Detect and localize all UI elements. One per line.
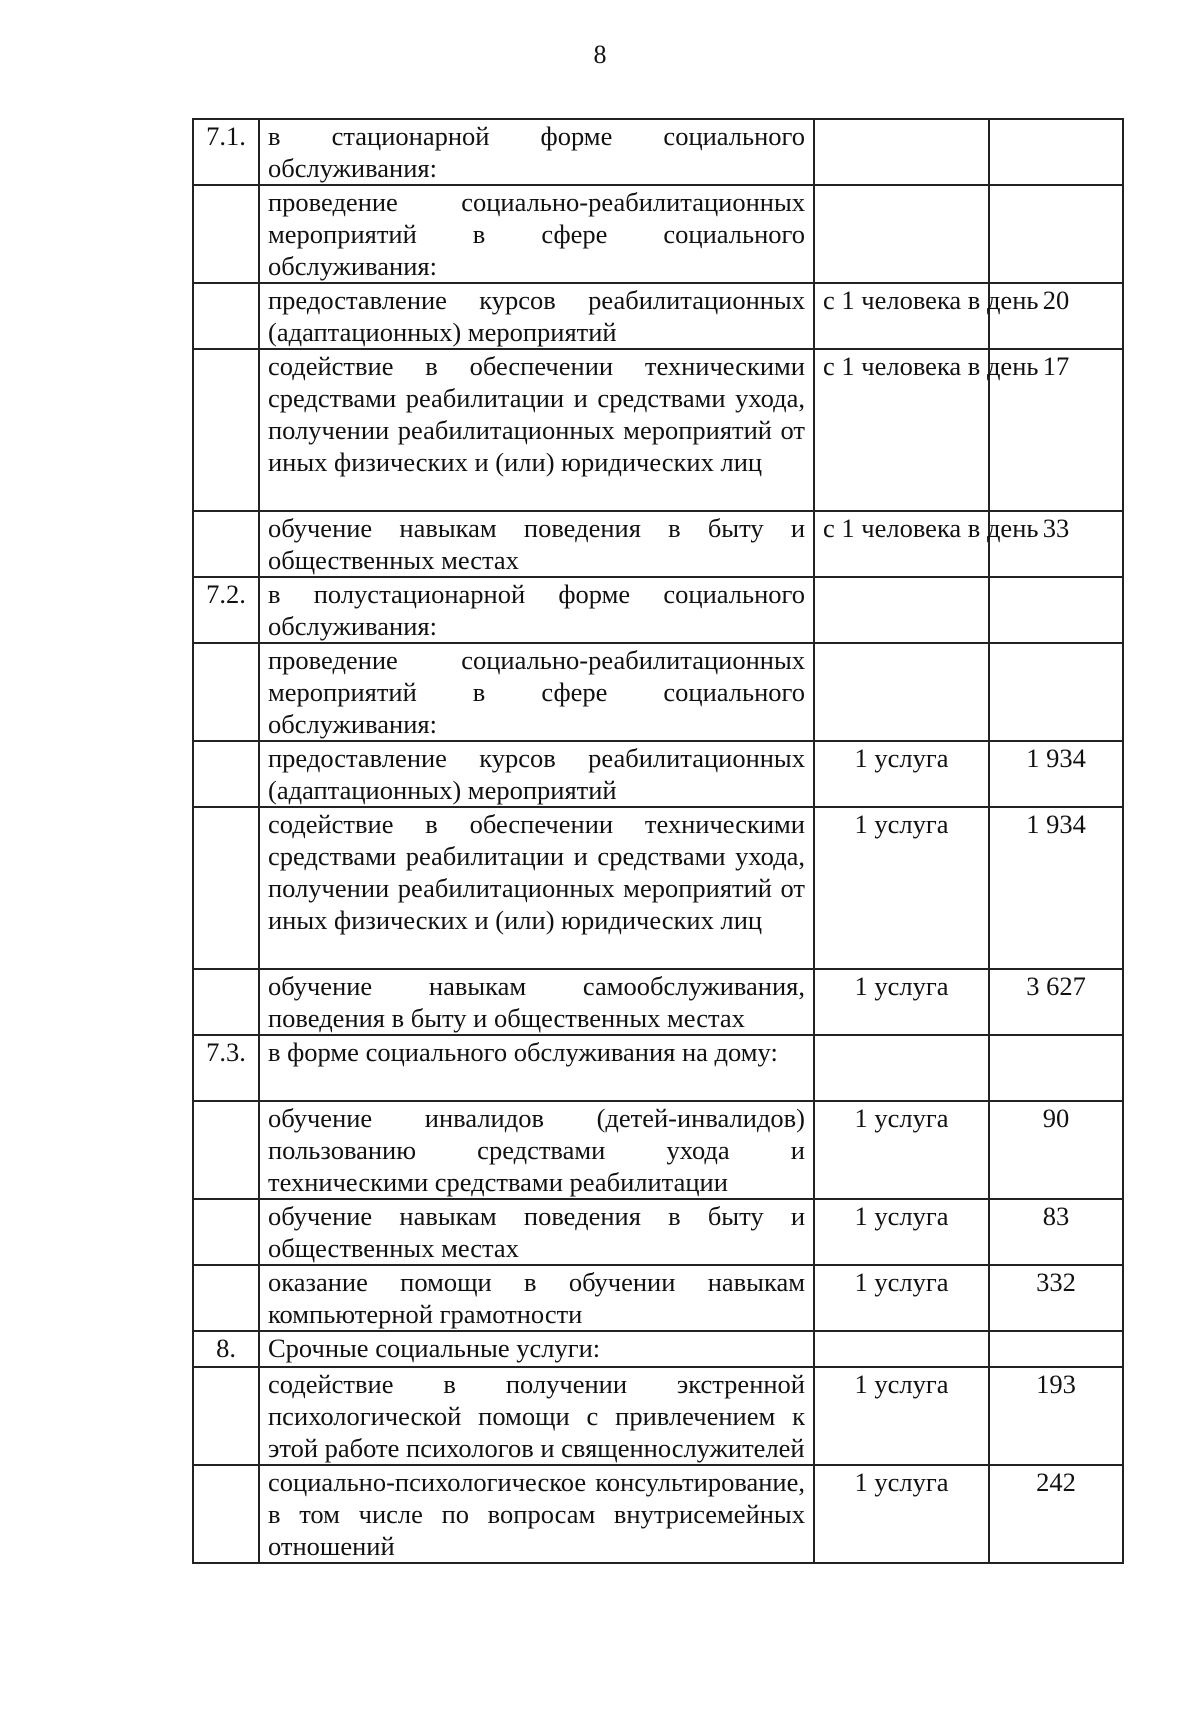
row-number-cell xyxy=(193,807,259,969)
value-cell: 33 xyxy=(989,511,1123,577)
value-cell: 3 627 xyxy=(989,969,1123,1035)
unit-cell xyxy=(814,1331,989,1367)
table-row xyxy=(193,807,1123,969)
table-row xyxy=(193,1035,1123,1101)
table-row xyxy=(193,119,1123,185)
table-row xyxy=(193,1265,1123,1331)
table-row xyxy=(193,741,1123,807)
row-number-cell xyxy=(193,283,259,349)
service-description-cell: социально-психологическое консультирование, в том числе по вопросам внутрисемейных отношений xyxy=(259,1465,814,1563)
row-number-cell: 7.2. xyxy=(193,577,259,643)
value-cell xyxy=(989,1035,1123,1101)
row-number-cell xyxy=(193,1265,259,1331)
unit-cell xyxy=(814,643,989,741)
table-row xyxy=(193,1465,1123,1563)
value-cell: 332 xyxy=(989,1265,1123,1331)
table-row xyxy=(193,1199,1123,1265)
table-row xyxy=(193,577,1123,643)
service-description-cell: Срочные социальные услуги: xyxy=(259,1331,814,1367)
service-description-cell: в полустационарной форме социального обслуживания: xyxy=(259,577,814,643)
table-row xyxy=(193,1367,1123,1465)
value-cell xyxy=(989,577,1123,643)
service-description-cell: обучение навыкам поведения в быту и общественных местах xyxy=(259,511,814,577)
row-number-cell xyxy=(193,1199,259,1265)
value-cell: 17 xyxy=(989,349,1123,511)
unit-cell: 1 услуга xyxy=(814,1465,989,1563)
row-number-cell: 8. xyxy=(193,1331,259,1367)
unit-cell xyxy=(814,119,989,185)
value-cell: 1 934 xyxy=(989,807,1123,969)
row-number-cell xyxy=(193,511,259,577)
services-table-body xyxy=(193,119,1123,1563)
value-cell xyxy=(989,119,1123,185)
unit-cell xyxy=(814,577,989,643)
row-number-cell: 7.1. xyxy=(193,119,259,185)
service-description-cell: проведение социально-реабилитационных мероприятий в сфере социального обслуживания: xyxy=(259,643,814,741)
service-description-cell: предоставление курсов реабилитационных (адаптационных) мероприятий xyxy=(259,741,814,807)
value-cell: 242 xyxy=(989,1465,1123,1563)
row-number-cell xyxy=(193,969,259,1035)
unit-cell: 1 услуга xyxy=(814,741,989,807)
table-row xyxy=(193,1331,1123,1367)
value-cell xyxy=(989,185,1123,283)
table-row xyxy=(193,283,1123,349)
services-table xyxy=(192,118,1124,1564)
value-cell: 1 934 xyxy=(989,741,1123,807)
value-cell: 90 xyxy=(989,1101,1123,1199)
service-description-cell: обучение навыкам самообслуживания, поведения в быту и общественных местах xyxy=(259,969,814,1035)
unit-cell: с 1 человека в день xyxy=(814,349,989,511)
service-description-cell: в форме социального обслуживания на дому: xyxy=(259,1035,814,1101)
value-cell: 193 xyxy=(989,1367,1123,1465)
value-cell xyxy=(989,643,1123,741)
service-description-cell: обучение навыкам поведения в быту и общественных местах xyxy=(259,1199,814,1265)
service-description-cell: оказание помощи в обучении навыкам компьютерной грамотности xyxy=(259,1265,814,1331)
unit-cell: 1 услуга xyxy=(814,969,989,1035)
table-row xyxy=(193,1101,1123,1199)
row-number-cell xyxy=(193,741,259,807)
row-number-cell: 7.3. xyxy=(193,1035,259,1101)
service-description-cell: содействие в обеспечении техническими средствами реабилитации и средствами ухода, получении реабилитационных мероприятий от иных физических и (или) юридических лиц xyxy=(259,807,814,969)
value-cell xyxy=(989,1331,1123,1367)
service-description-cell: обучение инвалидов (детей-инвалидов) пользованию средствами ухода и техническими средствами реабилитации xyxy=(259,1101,814,1199)
page-number: 8 xyxy=(593,40,607,69)
unit-cell xyxy=(814,1035,989,1101)
unit-cell xyxy=(814,185,989,283)
row-number-cell xyxy=(193,643,259,741)
row-number-cell xyxy=(193,349,259,511)
row-number-cell xyxy=(193,1367,259,1465)
unit-cell: 1 услуга xyxy=(814,1101,989,1199)
service-description-cell: проведение социально-реабилитационных мероприятий в сфере социального обслуживания: xyxy=(259,185,814,283)
table-row xyxy=(193,185,1123,283)
table-row xyxy=(193,349,1123,511)
table-row xyxy=(193,643,1123,741)
row-number-cell xyxy=(193,185,259,283)
service-description-cell: в стационарной форме социального обслуживания: xyxy=(259,119,814,185)
value-cell: 83 xyxy=(989,1199,1123,1265)
unit-cell: 1 услуга xyxy=(814,1367,989,1465)
unit-cell: 1 услуга xyxy=(814,1265,989,1331)
unit-cell: с 1 человека в день xyxy=(814,283,989,349)
unit-cell: с 1 человека в день xyxy=(814,511,989,577)
row-number-cell xyxy=(193,1101,259,1199)
row-number-cell xyxy=(193,1465,259,1563)
service-description-cell: содействие в получении экстренной психологической помощи с привлечением к этой работе психологов и священнослужителей xyxy=(259,1367,814,1465)
table-row xyxy=(193,969,1123,1035)
service-description-cell: содействие в обеспечении техническими средствами реабилитации и средствами ухода, получении реабилитационных мероприятий от иных физических и (или) юридических лиц xyxy=(259,349,814,511)
value-cell: 20 xyxy=(989,283,1123,349)
service-description-cell: предоставление курсов реабилитационных (адаптационных) мероприятий xyxy=(259,283,814,349)
unit-cell: 1 услуга xyxy=(814,807,989,969)
table-row xyxy=(193,511,1123,577)
unit-cell: 1 услуга xyxy=(814,1199,989,1265)
